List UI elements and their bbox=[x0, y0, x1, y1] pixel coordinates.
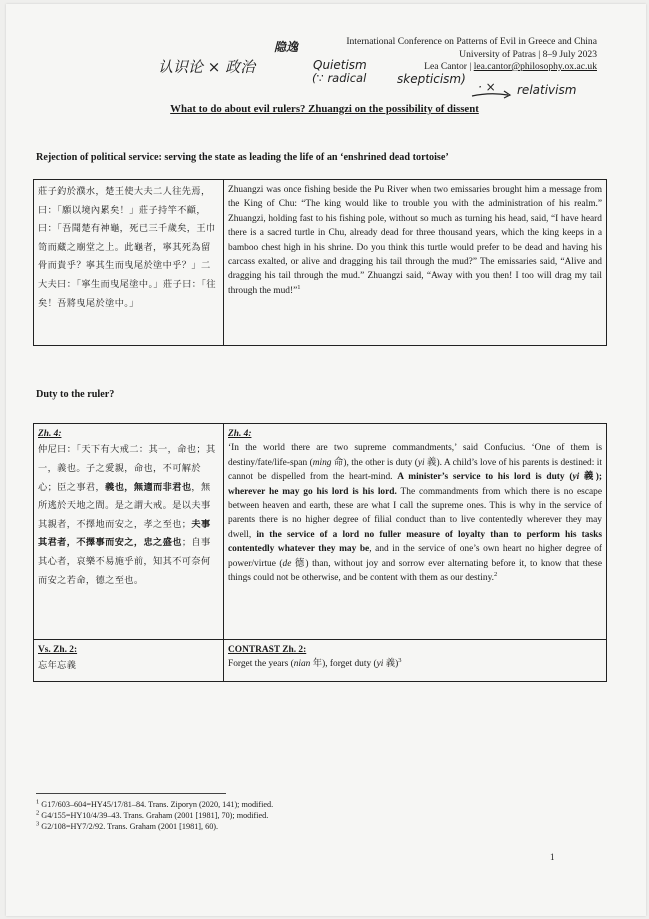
footnote-2: $^2$ G4/155=HY10/4/39–43. Trans. Graham (2001 [1981], 70); modified. bbox=[36, 809, 269, 821]
contrast-label: CONTRAST Zh. 2: bbox=[228, 645, 307, 655]
footnotes bbox=[36, 799, 273, 833]
zh-duty-segment: ，無所逃於天地之間。是之謂大戒。是以夫事其親者，不擇地而安之，孝之至也； bbox=[38, 481, 211, 530]
zh-duty-segment: 仲尼曰：「天下有大戒二：其一，命也；其一，義也。子之愛親，命也，不可解於心；臣之事君， bbox=[38, 444, 216, 493]
en-duty-segment: yi bbox=[572, 472, 580, 483]
handwritten-skepticism: skepticism) bbox=[397, 72, 466, 86]
en-duty-segment: de bbox=[282, 558, 292, 569]
contrast-segment: yi bbox=[376, 659, 384, 670]
header-info bbox=[346, 36, 597, 74]
zh-text-tortoise: 莊子釣於濮水，楚王使大夫二人往先焉，曰：「願以境內累矣！」莊子持竿不顧，曰：「吾聞楚有神龜，死已三千歲矣，王巾笥而藏之廟堂之上。此龜者，寧其死為留骨而貴乎？寧其生而曳尾於塗中乎？」二大夫曰：「寧生而曳尾塗中。」莊子曰：「往矣！吾將曳尾於塗中。」 bbox=[38, 186, 216, 309]
en-label: Zh. 4: bbox=[228, 429, 252, 439]
handwritten-arrow bbox=[470, 88, 516, 100]
footnote-ref-1: 1 bbox=[297, 283, 301, 291]
zh-cell-tortoise bbox=[34, 180, 224, 346]
passage-table-duty bbox=[33, 423, 607, 682]
footnote-ref-2: 2 bbox=[494, 570, 498, 578]
en-duty-segment: 義). A child’s love of his parents is destined: it cannot be dispelled from the heart-mind. bbox=[228, 457, 602, 483]
en-duty-segment: in the service of a lord no fuller measure of loyalty than to perform his tasks contentedly whatever they may be bbox=[228, 529, 602, 555]
en-duty-segment: ‘In the world there are two supreme commandments,’ said Confucius. ‘One of them is destiny/fate/life-span ( bbox=[228, 443, 602, 468]
en-duty-segment: The commandments from which there is no escape between heaven and earth, these are what I call the supreme ones. This is why in the service of parents there is no higher degree of filial conduct than to live contentedly wherever they may dwell, bbox=[228, 486, 602, 540]
en-duty-segment: , and in the service of one’s own heart no higher degree of power/virtue ( bbox=[228, 544, 603, 569]
author-line: Lea Cantor | lea.cantor@philosophy.ox.ac.uk bbox=[424, 61, 597, 72]
footnote-3: $^3$ G2/108=HY7/2/92. Trans. Graham (2001 [1981], 60). bbox=[36, 820, 219, 832]
contrast-segment: Forget the years ( bbox=[228, 659, 294, 670]
vs-text: 忘年忘義 bbox=[38, 660, 77, 672]
zh-duty-segment: ；自事其心者，哀樂不易施乎前，知其不可奈何而安之若命，德之至也。 bbox=[38, 537, 211, 586]
footnote-1: $^1$ G17/603–604=HY45/17/81–84. Trans. Ziporyn (2020, 141); modified. bbox=[36, 798, 274, 809]
document-title: What to do about evil rulers? Zhuangzi on the possibility of dissent bbox=[170, 103, 479, 115]
en-duty-segment: A minister’s service to his lord is duty ( bbox=[397, 472, 573, 483]
zh-label: Zh. 4: bbox=[38, 429, 62, 439]
handwritten-radical: (∵ radical bbox=[312, 71, 367, 85]
author-email: lea.cantor@philosophy.ox.ac.uk bbox=[473, 61, 597, 72]
handwritten-quietism: Quietism bbox=[313, 58, 367, 72]
en-text-tortoise: Zhuangzi was once fishing beside the Pu River when two emissaries brought him a message from the King of Chu: “The king would like to trouble you with the administration of his realm.” Zhuangzi, holding fast to his fishing pole, without so much as turning his head, said, “I have heard there is a sacred turtle in Chu, already dead for three thousand years, which the king keeps in a bamboo chest high in his shrine. Do you think this turtle would prefer to be dead and having his carcass exalted, or alive and dragging his tail through the mud?” The emissaries said, “Alive and dragging his tail through the mud.” Zhuangzi said, “Away with you then! I too will drag my tail through the mud!” bbox=[228, 185, 602, 296]
contrast-segment: nian bbox=[293, 659, 311, 670]
conference-venue: University of Patras | 8–9 July 2023 bbox=[459, 48, 597, 60]
handwritten-cjk-note: 认识论 × 政治 bbox=[158, 58, 256, 76]
zh-text-duty bbox=[38, 441, 219, 590]
page-number: 1 bbox=[550, 852, 555, 862]
vs-label: Vs. Zh. 2: bbox=[38, 645, 78, 655]
vs-cell bbox=[34, 640, 224, 682]
section-heading-duty: Duty to the ruler? bbox=[36, 389, 115, 400]
contrast-segment: 年), forget duty ( bbox=[310, 659, 377, 670]
section-heading-political-service: Rejection of political service: serving the state as leading the life of an ‘enshrined dead tortoise’ bbox=[36, 152, 449, 163]
conference-name: International Conference on Patterns of Evil in Greece and China bbox=[346, 36, 597, 47]
footnote-ref-3: 3 bbox=[398, 657, 402, 665]
contrast-text bbox=[228, 657, 602, 671]
zh-cell-duty bbox=[34, 424, 224, 640]
contrast-cell bbox=[224, 640, 607, 682]
author-name: Lea Cantor bbox=[424, 61, 467, 72]
footnote-rule bbox=[36, 793, 226, 794]
en-cell-duty bbox=[224, 424, 607, 640]
en-duty-segment: 義); wherever he may go his lord is his lord. bbox=[228, 472, 602, 497]
zh-duty-segment: 義也，無適而非君也 bbox=[105, 481, 192, 493]
handwritten-relativism: relativism bbox=[517, 83, 577, 97]
passage-table-tortoise bbox=[33, 179, 607, 346]
handwritten-marker: 隐逸 bbox=[274, 40, 299, 54]
handwritten-x-mark: · × bbox=[478, 80, 496, 94]
contrast-segment: 義) bbox=[383, 659, 399, 670]
en-duty-segment: ming bbox=[312, 457, 332, 468]
en-duty-segment: yi bbox=[417, 457, 425, 468]
en-duty-segment: 命), the other is duty ( bbox=[331, 457, 418, 468]
en-cell-tortoise bbox=[224, 180, 607, 346]
en-duty-segment: 德) than, without joy and sorrow ever alternating before it, to know that these things could not be otherwise, and be content with them as our destiny. bbox=[228, 558, 602, 584]
en-text-duty bbox=[228, 441, 602, 585]
zh-duty-segment: 夫事其君者，不擇事而安之，忠之盛也 bbox=[38, 518, 211, 549]
